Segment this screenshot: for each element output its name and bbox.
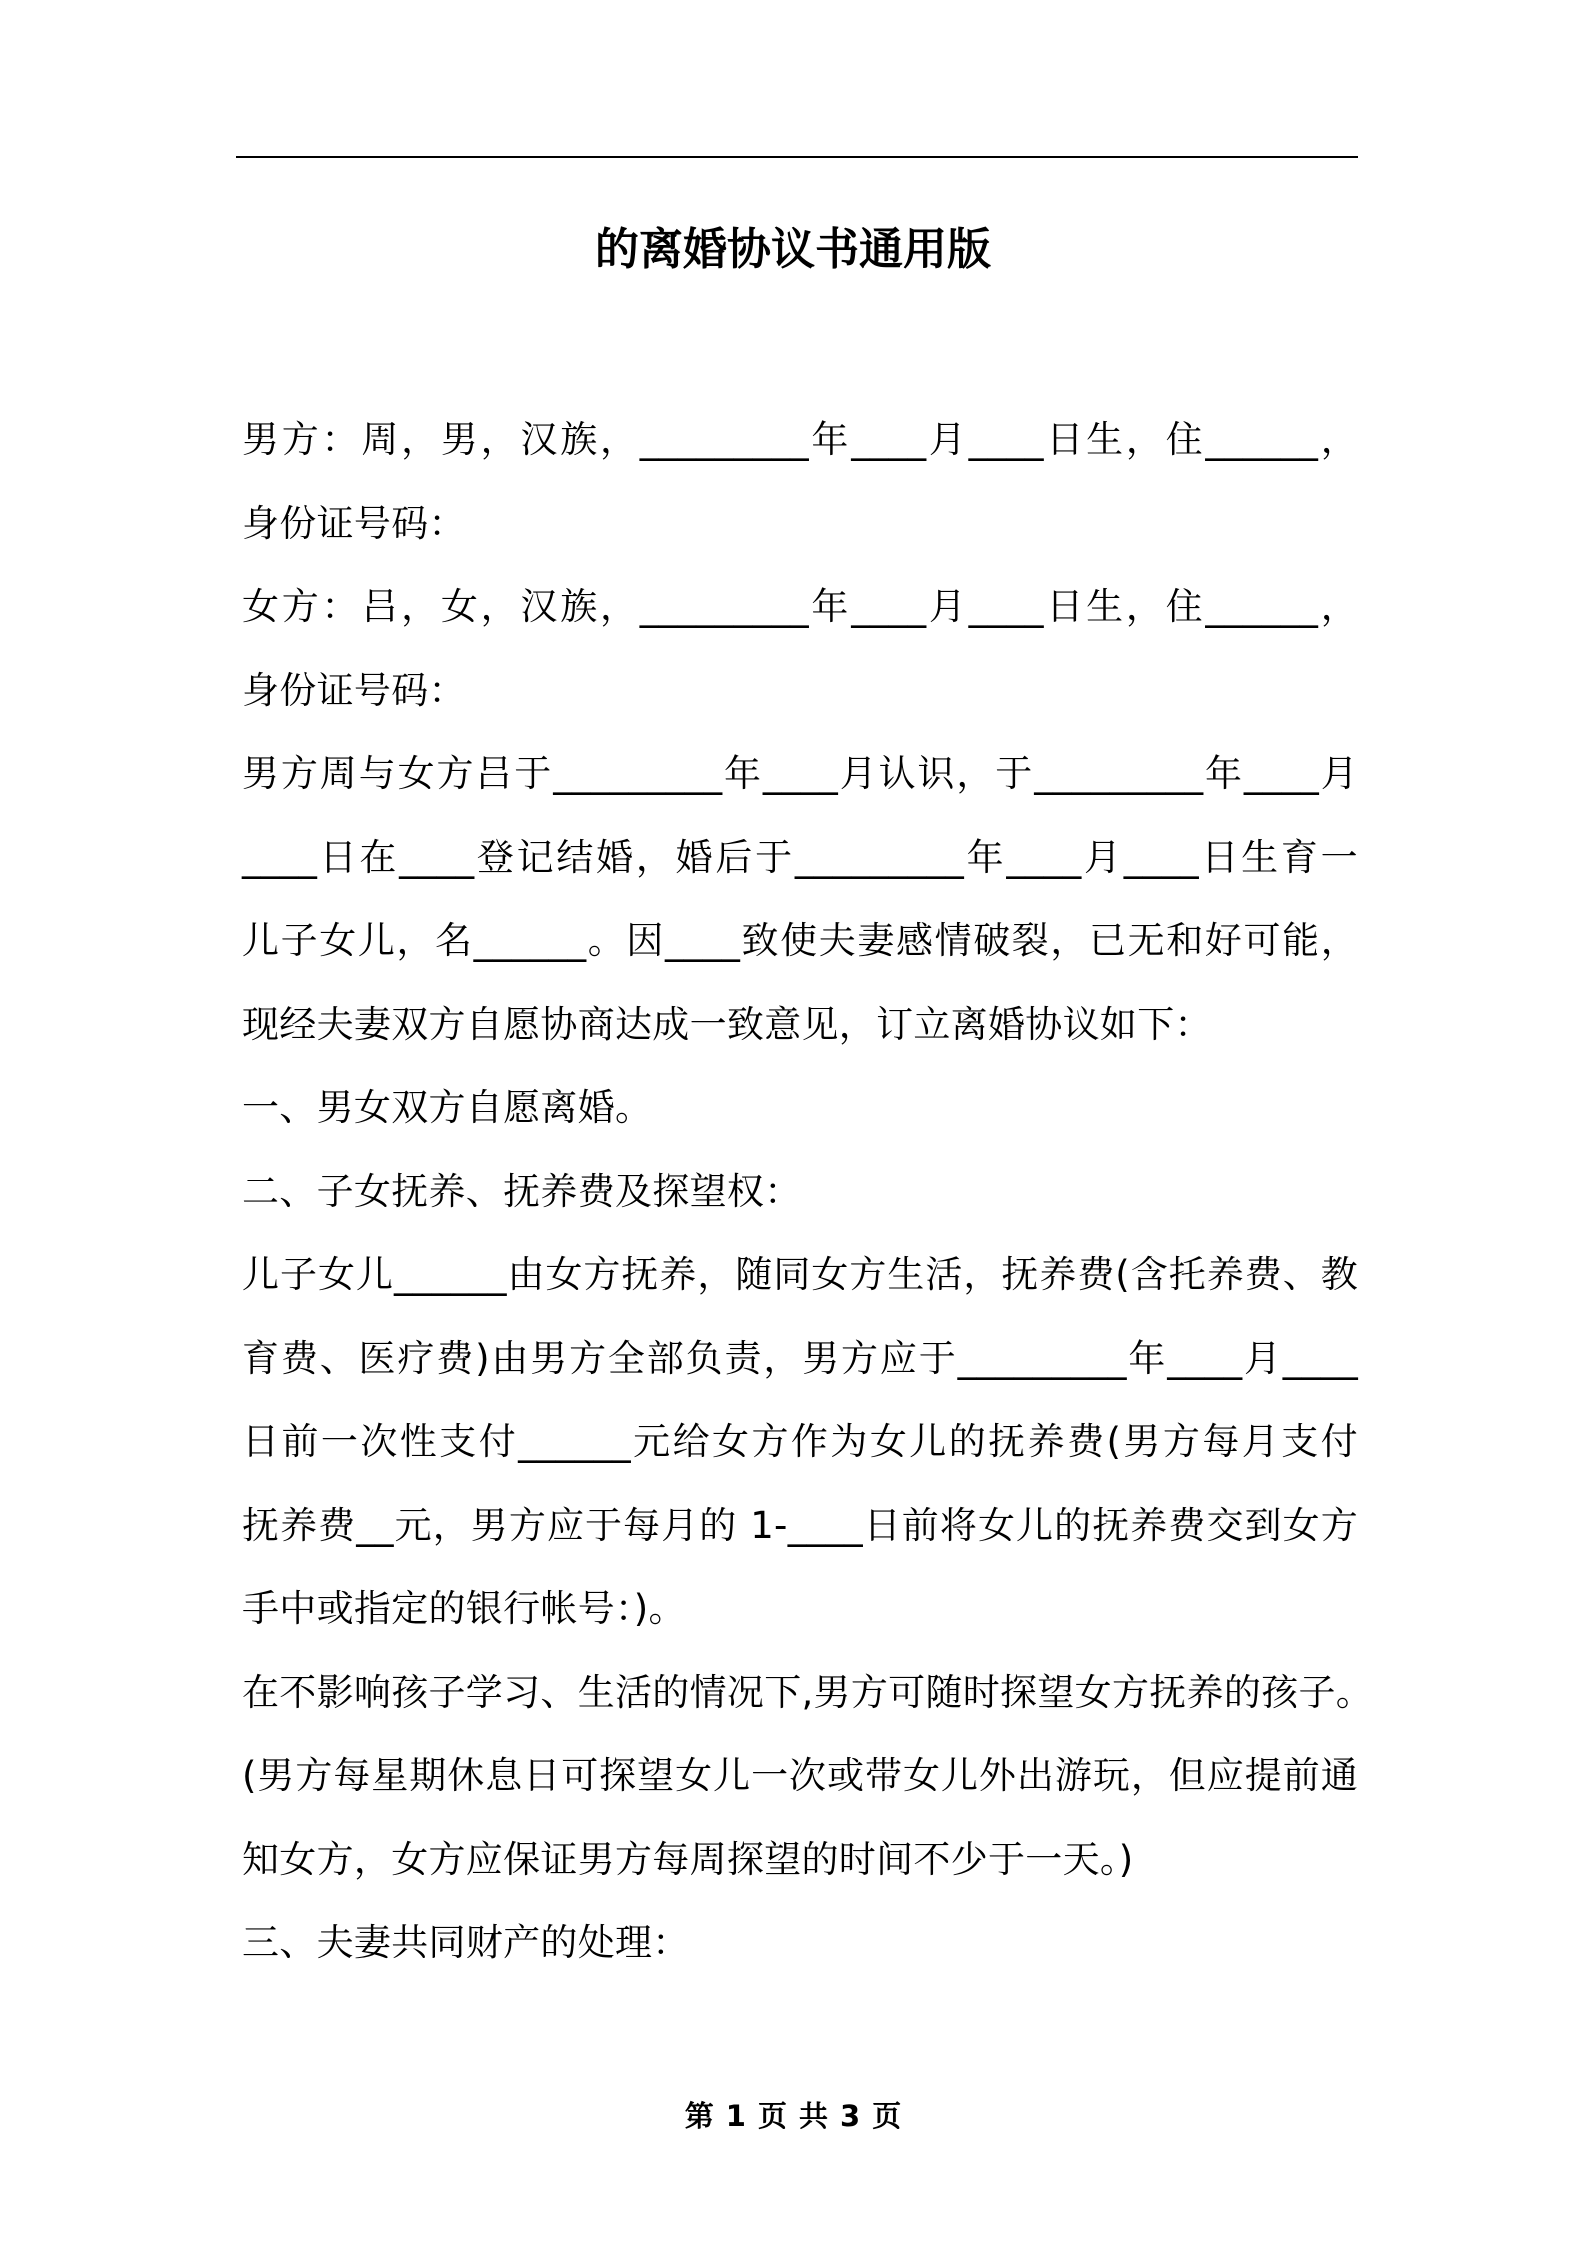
body-line: 育费、医疗费)由男方全部负责，男方应于_________年____月____	[242, 1336, 1358, 1380]
footer-label-total: 共	[799, 2099, 829, 2133]
footer-label-total-unit: 页	[872, 2099, 902, 2133]
body-line-male-info: 男方：周，男，汉族，_________年____月____日生，住______，	[242, 418, 1358, 461]
body-line: 抚养费__元，男方应于每月的 1-____日前将女儿的抚养费交到女方	[242, 1503, 1358, 1547]
body-line-female-info: 女方：吕，女，汉族，_________年____月____日生，住______，	[242, 585, 1358, 628]
body-line: 儿子女儿，名______。因____致使夫妻感情破裂，已无和好可能，	[242, 919, 1358, 962]
body-line: 在不影响孩子学习、生活的情况下,男方可随时探望女方抚养的孩子。	[242, 1670, 1374, 1714]
body-line-female-id: 身份证号码：	[242, 668, 466, 712]
page-footer	[0, 2096, 1586, 2136]
document-title: 的离婚协议书通用版	[595, 224, 991, 275]
body-line: 知女方，女方应保证男方每周探望的时间不少于一天。)	[242, 1837, 1134, 1881]
footer-total-pages: 3	[840, 2099, 861, 2133]
body-line: 手中或指定的银行帐号：)。	[242, 1587, 686, 1630]
header-rule	[236, 156, 1358, 158]
body-line: 男方周与女方吕于_________年____月认识，于_________年____月	[242, 752, 1358, 795]
footer-label-page: 第	[684, 2099, 714, 2133]
body-line: 现经夫妻双方自愿协商达成一致意见，订立离婚协议如下：	[242, 1002, 1212, 1046]
section-heading-3: 三、夫妻共同财产的处理：	[242, 1921, 690, 1964]
footer-current-page: 1	[725, 2099, 746, 2133]
body-line: ____日在____登记结婚，婚后于_________年____月____日生育一	[242, 835, 1358, 879]
document-body	[242, 398, 1374, 1985]
section-heading-1: 一、男女双方自愿离婚。	[242, 1086, 653, 1129]
section-heading-2: 二、子女抚养、抚养费及探望权：	[242, 1169, 802, 1213]
body-line: (男方每星期休息日可探望女儿一次或带女儿外出游玩，但应提前通	[242, 1754, 1358, 1797]
body-line: 日前一次性支付______元给女方作为女儿的抚养费(男方每月支付	[242, 1420, 1358, 1463]
body-line-male-id: 身份证号码：	[242, 501, 466, 545]
body-line: 儿子女儿______由女方抚养，随同女方生活，抚养费(含托养费、教	[242, 1253, 1358, 1296]
footer-label-page-unit: 页	[757, 2099, 787, 2133]
